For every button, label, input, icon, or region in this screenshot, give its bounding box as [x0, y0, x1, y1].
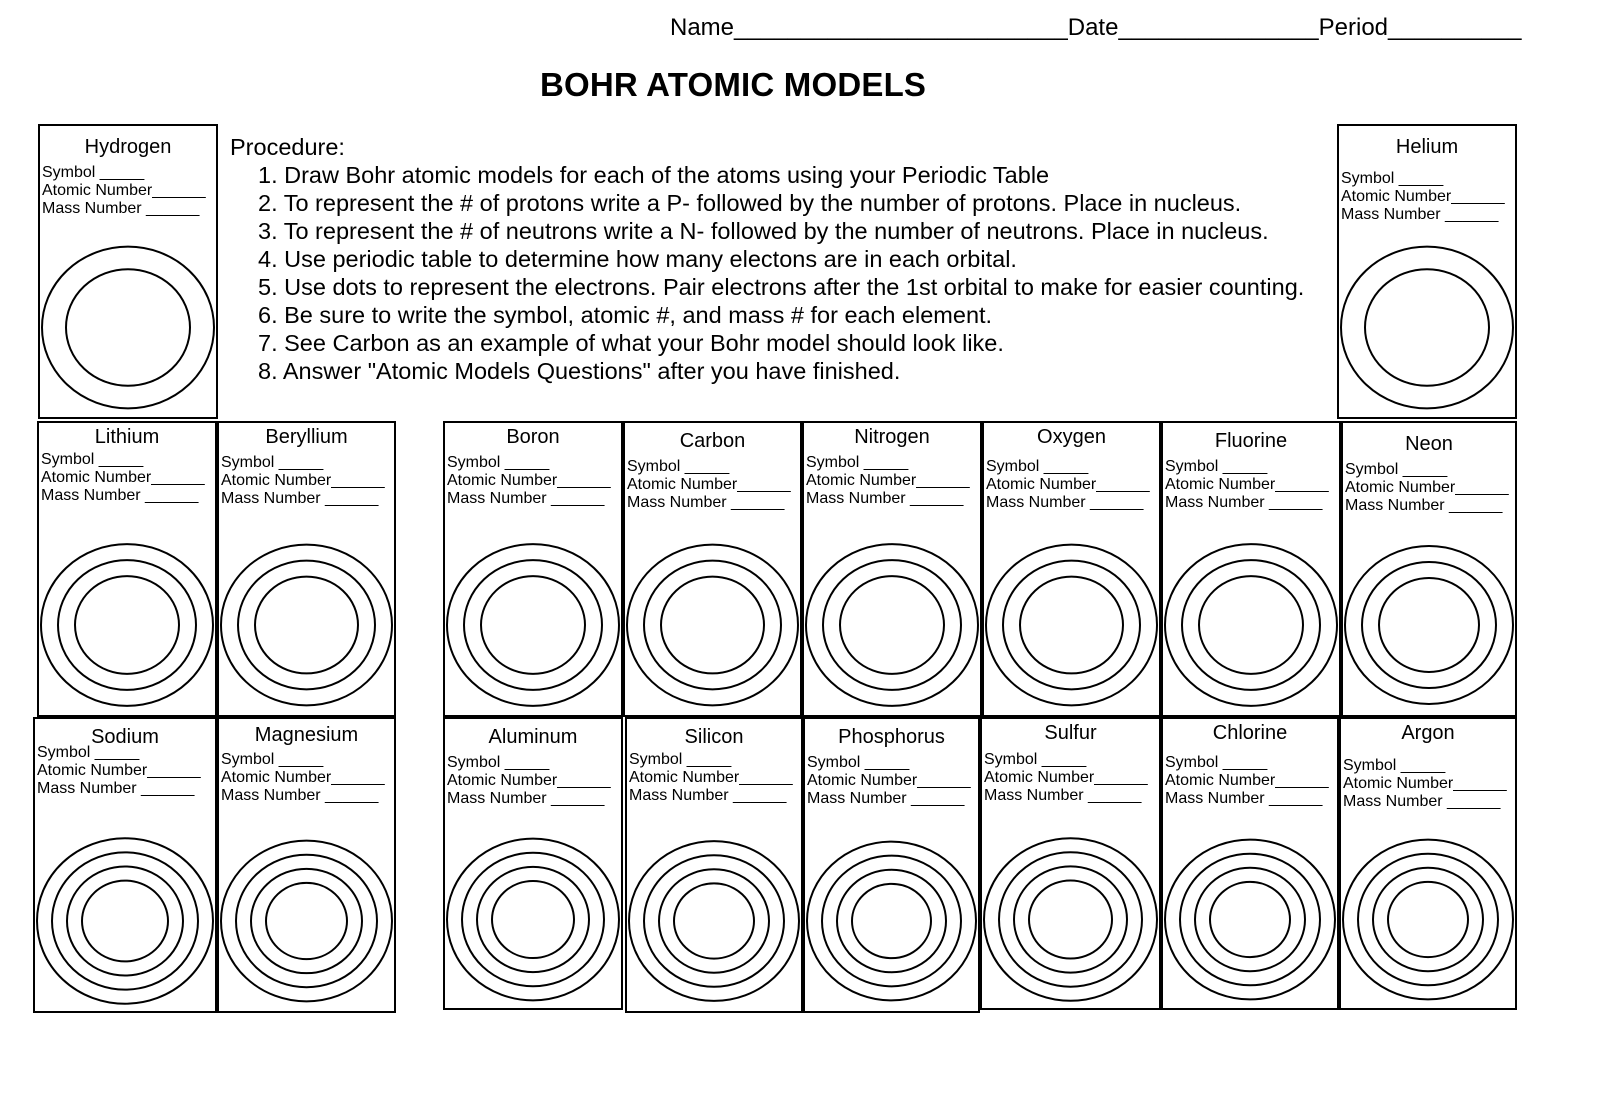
orbit-ring: [999, 852, 1142, 986]
page-title: BOHR ATOMIC MODELS: [540, 66, 927, 103]
nucleus-circle: [75, 576, 179, 674]
orbit-ring: [238, 561, 375, 690]
orbit-ring: [822, 856, 961, 987]
element-box-lithium: [37, 421, 217, 717]
procedure-step: 7. See Carbon as an example of what your Bohr model should look like.: [258, 330, 1004, 356]
bohr-model-diagram[interactable]: [1163, 827, 1337, 1008]
mass-number-field[interactable]: Mass Number ______: [1345, 497, 1503, 514]
symbol-field[interactable]: Symbol _____: [986, 458, 1089, 475]
element-name: Silicon: [684, 726, 744, 748]
element-box-silicon: [625, 717, 803, 1013]
bohr-model-diagram[interactable]: [219, 827, 394, 1011]
nucleus-circle: [66, 269, 190, 386]
symbol-field[interactable]: Symbol _____: [221, 454, 324, 471]
element-name: Sulfur: [1044, 722, 1097, 744]
element-name: Phosphorus: [838, 726, 945, 748]
bohr-model-diagram[interactable]: [1163, 531, 1339, 715]
procedure-steps: [230, 161, 1304, 385]
bohr-model-diagram[interactable]: [40, 234, 216, 417]
orbit-ring: [1195, 868, 1305, 971]
bohr-model-diagram[interactable]: [445, 827, 621, 1008]
bohr-model-diagram[interactable]: [625, 531, 800, 715]
symbol-field[interactable]: Symbol _____: [41, 451, 144, 468]
orbit-ring: [806, 544, 978, 706]
atomic-number-field[interactable]: Atomic Number______: [1343, 775, 1507, 792]
orbit-ring: [837, 870, 946, 972]
bohr-model-diagram[interactable]: [984, 531, 1159, 715]
orbit-ring: [1165, 544, 1337, 706]
element-name: Fluorine: [1214, 430, 1288, 452]
element-box-hydrogen: [38, 124, 218, 419]
element-box-chlorine: [1161, 717, 1339, 1010]
orbit-ring: [1373, 868, 1483, 971]
symbol-field[interactable]: Symbol _____: [447, 754, 550, 771]
mass-number-field[interactable]: Mass Number ______: [37, 780, 195, 797]
mass-number-field[interactable]: Mass Number ______: [627, 494, 785, 511]
element-box-carbon: [623, 421, 802, 717]
nucleus-circle: [481, 576, 585, 674]
orbit-ring: [644, 561, 781, 690]
element-name: Nitrogen: [854, 426, 930, 448]
bohr-model-diagram[interactable]: [1341, 827, 1515, 1008]
atomic-number-field[interactable]: Atomic Number______: [447, 772, 611, 789]
mass-number-field[interactable]: Mass Number ______: [986, 494, 1144, 511]
atomic-number-field[interactable]: Atomic Number______: [37, 762, 201, 779]
orbit-ring: [659, 869, 769, 972]
nucleus-circle: [1199, 576, 1303, 674]
nucleus-circle: [1379, 578, 1479, 672]
nucleus-circle: [82, 881, 168, 962]
mass-number-field[interactable]: Mass Number ______: [447, 790, 605, 807]
orbit-ring: [67, 866, 183, 975]
orbit-ring: [1343, 840, 1513, 1000]
bohr-model-diagram[interactable]: [35, 827, 215, 1011]
period-label: Period: [1318, 14, 1389, 41]
nucleus-circle: [1029, 880, 1112, 958]
symbol-field[interactable]: Symbol _____: [806, 454, 909, 471]
symbol-field[interactable]: Symbol _____: [447, 454, 550, 471]
procedure-step: 1. Draw Bohr atomic models for each of the atoms using your Periodic Table: [258, 162, 1050, 188]
element-name: Neon: [1405, 433, 1453, 455]
orbit-ring: [447, 544, 619, 706]
element-box-magnesium: [217, 717, 396, 1013]
nucleus-circle: [255, 577, 358, 674]
atomic-number-field[interactable]: Atomic Number______: [1165, 476, 1329, 493]
atomic-number-field[interactable]: Atomic Number______: [1345, 479, 1509, 496]
mass-number-field[interactable]: Mass Number ______: [221, 787, 379, 804]
bohr-model-diagram[interactable]: [1343, 531, 1515, 715]
symbol-field[interactable]: Symbol _____: [1165, 754, 1268, 771]
mass-number-field[interactable]: Mass Number ______: [42, 200, 200, 217]
name-blank[interactable]: _________________________: [734, 14, 1068, 41]
orbit-ring: [221, 545, 392, 706]
bohr-model-diagram[interactable]: [39, 531, 215, 715]
bohr-model-diagram[interactable]: [804, 531, 980, 715]
orbit-ring: [1341, 247, 1513, 409]
procedure-step: 3. To represent the # of neutrons write a N- followed by the number of neutrons. Place in nucleus.: [258, 218, 1269, 244]
element-box-phosphorus: [803, 717, 980, 1013]
symbol-field[interactable]: Symbol _____: [629, 751, 732, 768]
element-box-fluorine: [1161, 421, 1341, 717]
orbit-ring: [1362, 562, 1496, 688]
element-name: Boron: [506, 426, 560, 448]
orbit-ring: [52, 852, 198, 989]
element-name: Sodium: [91, 726, 159, 748]
bohr-model-diagram[interactable]: [445, 531, 621, 715]
orbit-ring: [629, 841, 799, 1001]
nucleus-circle: [674, 883, 754, 958]
mass-number-field[interactable]: Mass Number ______: [1165, 494, 1323, 511]
atomic-number-field[interactable]: Atomic Number______: [221, 769, 385, 786]
element-box-argon: [1339, 717, 1517, 1010]
nucleus-circle: [1365, 269, 1489, 386]
orbit-ring: [986, 545, 1157, 706]
orbit-ring: [236, 855, 377, 988]
atomic-number-field[interactable]: Atomic Number______: [984, 769, 1148, 786]
nucleus-circle: [492, 881, 574, 958]
element-name: Magnesium: [254, 724, 359, 746]
element-name: Aluminum: [488, 726, 578, 748]
procedure-step: 8. Answer "Atomic Models Questions" after you have finished.: [258, 358, 901, 384]
symbol-field[interactable]: Symbol _____: [807, 754, 910, 771]
orbit-ring: [447, 839, 619, 1001]
procedure-step: 6. Be sure to write the symbol, atomic #, and mass # for each element.: [258, 302, 993, 328]
orbit-ring: [464, 560, 602, 690]
element-name: Lithium: [94, 426, 160, 448]
bohr-model-diagram[interactable]: [219, 531, 394, 715]
element-box-helium: [1337, 124, 1517, 419]
atomic-number-field[interactable]: Atomic Number______: [1341, 188, 1505, 205]
orbit-ring: [627, 545, 798, 706]
orbit-ring: [1180, 854, 1320, 986]
element-name: Hydrogen: [84, 136, 172, 158]
mass-number-field[interactable]: Mass Number ______: [41, 487, 199, 504]
atomic-number-field[interactable]: Atomic Number______: [986, 476, 1150, 493]
atomic-number-field[interactable]: Atomic Number______: [447, 472, 611, 489]
orbit-ring: [1014, 866, 1127, 972]
mass-number-field[interactable]: Mass Number ______: [984, 787, 1142, 804]
bohr-model-diagram[interactable]: [627, 827, 801, 1011]
element-name: Argon: [1401, 722, 1455, 744]
mass-number-field[interactable]: Mass Number ______: [807, 790, 965, 807]
orbit-ring: [823, 560, 961, 690]
symbol-field[interactable]: Symbol _____: [1345, 461, 1448, 478]
nucleus-circle: [661, 577, 764, 674]
orbit-ring: [42, 247, 214, 409]
mass-number-field[interactable]: Mass Number ______: [221, 490, 379, 507]
atomic-number-field[interactable]: Atomic Number______: [221, 472, 385, 489]
orbit-ring: [1003, 561, 1140, 690]
element-box-sodium: [33, 717, 217, 1013]
mass-number-field[interactable]: Mass Number ______: [629, 787, 787, 804]
element-name: Oxygen: [1037, 426, 1106, 448]
nucleus-circle: [840, 576, 944, 674]
symbol-field[interactable]: Symbol _____: [1343, 757, 1446, 774]
element-box-sulfur: [980, 717, 1161, 1010]
atomic-number-field[interactable]: Atomic Number______: [41, 469, 205, 486]
atomic-number-field[interactable]: Atomic Number______: [806, 472, 970, 489]
nucleus-circle: [1210, 882, 1290, 957]
bohr-model-diagram[interactable]: [982, 827, 1159, 1008]
mass-number-field[interactable]: Mass Number ______: [447, 490, 605, 507]
atomic-number-field[interactable]: Atomic Number______: [629, 769, 793, 786]
mass-number-field[interactable]: Mass Number ______: [806, 490, 964, 507]
nucleus-circle: [1388, 882, 1468, 957]
mass-number-field[interactable]: Mass Number ______: [1165, 790, 1323, 807]
orbit-ring: [1345, 546, 1513, 704]
orbit-ring: [644, 855, 784, 987]
symbol-field[interactable]: Symbol _____: [37, 744, 140, 761]
orbit-ring: [462, 853, 604, 986]
element-box-nitrogen: [802, 421, 982, 717]
symbol-field[interactable]: Symbol _____: [627, 458, 730, 475]
bohr-model-diagram[interactable]: [1339, 234, 1515, 417]
procedure-step: 5. Use dots to represent the electrons. Pair electrons after the 1st orbital to make for easier counting.: [258, 274, 1305, 300]
symbol-field[interactable]: Symbol _____: [221, 751, 324, 768]
orbit-ring: [1165, 840, 1335, 1000]
symbol-field[interactable]: Symbol _____: [984, 751, 1087, 768]
procedure-heading: Procedure:: [230, 134, 345, 160]
date-label: Date: [1067, 14, 1119, 41]
student-info-line: [670, 14, 1522, 42]
date-blank[interactable]: _______________: [1118, 14, 1319, 41]
bohr-model-diagram[interactable]: [805, 827, 978, 1011]
element-box-beryllium: [217, 421, 396, 717]
element-box-oxygen: [982, 421, 1161, 717]
procedure-step: 2. To represent the # of protons write a P- followed by the number of protons. Place in nucleus.: [258, 190, 1242, 216]
element-name: Carbon: [679, 430, 746, 452]
element-box-neon: [1341, 421, 1517, 717]
element-box-boron: [443, 421, 623, 717]
orbit-ring: [221, 841, 392, 1002]
mass-number-field[interactable]: Mass Number ______: [1343, 793, 1501, 810]
procedure-step: 4. Use periodic table to determine how many electons are in each orbital.: [258, 246, 1017, 272]
nucleus-circle: [1020, 577, 1123, 674]
atomic-number-field[interactable]: Atomic Number______: [627, 476, 791, 493]
orbit-ring: [251, 869, 362, 973]
orbit-ring: [1358, 854, 1498, 986]
element-name: Beryllium: [265, 426, 348, 448]
period-blank[interactable]: __________: [1388, 14, 1522, 41]
symbol-field[interactable]: Symbol _____: [1341, 170, 1444, 187]
element-name: Helium: [1395, 136, 1459, 158]
atomic-number-field[interactable]: Atomic Number______: [1165, 772, 1329, 789]
nucleus-circle: [852, 884, 931, 958]
atomic-number-field[interactable]: Atomic Number______: [42, 182, 206, 199]
nucleus-circle: [266, 883, 347, 959]
orbit-ring: [984, 838, 1157, 1001]
orbit-ring: [1182, 560, 1320, 690]
procedure-section: [230, 133, 1304, 385]
orbit-ring: [58, 560, 196, 690]
atomic-number-field[interactable]: Atomic Number______: [807, 772, 971, 789]
element-name: Chlorine: [1212, 722, 1288, 744]
symbol-field[interactable]: Symbol _____: [42, 164, 145, 181]
symbol-field[interactable]: Symbol _____: [1165, 458, 1268, 475]
orbit-ring: [37, 838, 213, 1003]
mass-number-field[interactable]: Mass Number ______: [1341, 206, 1499, 223]
element-box-aluminum: [443, 717, 623, 1010]
orbit-ring: [477, 867, 589, 972]
orbit-ring: [41, 544, 213, 706]
name-label: Name: [670, 14, 735, 41]
orbit-ring: [807, 842, 976, 1001]
